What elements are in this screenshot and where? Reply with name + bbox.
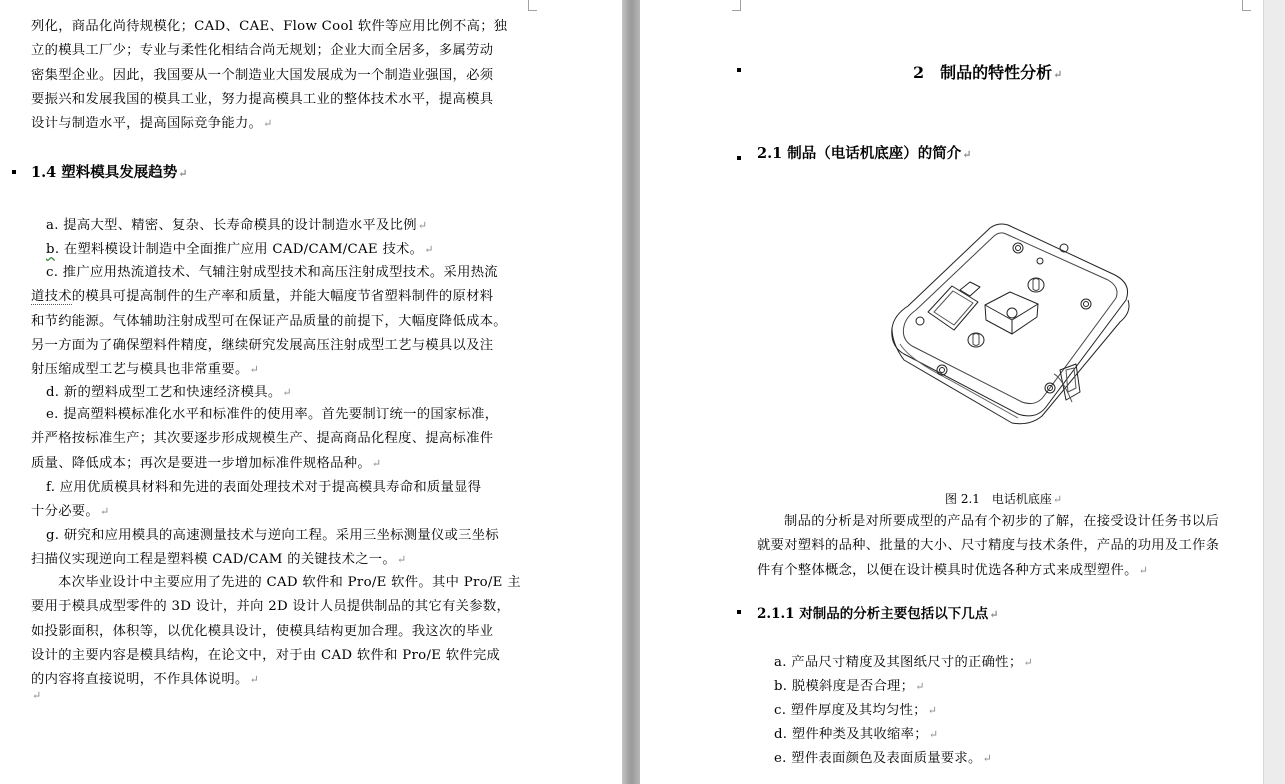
text-line: c. 推广应用热流道技术、气辅注射成型技术和高压注射成型技术。采用热流 xyxy=(46,265,498,280)
text-line: 列化，商品化尚待规模化；CAD、CAE、Flow Cool 软件等应用比例不高；独 xyxy=(31,19,508,34)
boss xyxy=(1013,243,1023,253)
text-line: 制品的分析是对所要成型的产品有个初步的了解，在接受设计任务书以后 xyxy=(784,514,1220,529)
text-line: 设计与制造水平，提高国际竞争能力。 xyxy=(31,116,263,132)
text-line: 另一方面为了确保塑料件精度，继续研究发展高压注射成型工艺与模具以及注 xyxy=(31,337,494,353)
list-item-text: d. 塑件种类及其收缩率； xyxy=(774,727,928,742)
skirt-outline xyxy=(892,300,1129,424)
paragraph-mark-icon: ↵ xyxy=(371,456,382,470)
center-hole xyxy=(1007,308,1017,318)
heading-bullet-icon xyxy=(737,68,741,72)
list-item-text: b. 脱模斜度是否合理； xyxy=(774,679,915,694)
boss xyxy=(1037,258,1043,264)
text-line: 密集型企业。因此，我国要从一个制造业大国发展成为一个制造业强国，必须 xyxy=(31,67,494,83)
section-heading-text: 1.4 塑料模具发展趋势 xyxy=(31,164,178,181)
analysis-point-e[interactable] xyxy=(774,747,992,766)
left-recess xyxy=(928,286,978,330)
list-item-g[interactable] xyxy=(31,524,517,573)
center-recess-side2 xyxy=(1012,304,1038,334)
crop-mark xyxy=(1242,0,1251,11)
text-line: e. 提高塑料模标准化水平和标准件的使用率。首先要制订统一的国家标准， xyxy=(46,407,499,422)
keyhole-lower-slot xyxy=(973,334,979,346)
right-page xyxy=(640,0,1285,784)
list-item-f[interactable] xyxy=(31,476,517,525)
intro-paragraph[interactable] xyxy=(31,15,517,136)
text-line: 射压缩成型工艺与模具也非常重要。 xyxy=(31,362,249,378)
skirt-inner xyxy=(900,344,1018,418)
keyhole-upper xyxy=(1028,278,1044,292)
chapter-heading-text: 2 制品的特性分析 xyxy=(913,63,1053,82)
paragraph-mark-icon: ↵ xyxy=(962,148,972,161)
text-line: 就要对塑料的品种、批量的大小、尺寸精度与技术条件，产品的功用及工作条 xyxy=(757,538,1220,554)
paragraph-mark-icon: ↵ xyxy=(282,386,292,399)
crop-mark xyxy=(732,0,741,11)
text-line: 的内容将直接说明，不作具体说明。 xyxy=(31,672,249,688)
analysis-point-c[interactable] xyxy=(774,699,937,718)
text-line: 要振兴和发展我国的模具工业，努力提高模具工业的整体技术水平，提高模具 xyxy=(31,91,494,107)
subsection-heading[interactable] xyxy=(757,602,999,622)
underlined-text: 道技术 xyxy=(31,289,72,305)
text-line: f. 应用优质模具材料和先进的表面处理技术对于提高模具寿命和质量显得 xyxy=(46,480,482,495)
text-line: 件有个整体概念，以便在设计模具时优选各种方式来成型塑件。 xyxy=(757,562,1138,578)
paragraph-mark-icon: ↵ xyxy=(989,608,999,621)
left-page xyxy=(0,0,622,784)
paragraph-mark-icon: ↵ xyxy=(32,689,42,702)
list-item-text: . 在塑料模设计制造中全面推广应用 CAD/CAM/CAE 技术。 xyxy=(54,242,424,257)
paragraph-mark-icon: ↵ xyxy=(1052,493,1063,506)
boss xyxy=(1081,299,1091,309)
closing-paragraph[interactable] xyxy=(31,571,521,692)
boss xyxy=(916,317,924,325)
window-edge xyxy=(1263,0,1285,784)
product-analysis-paragraph[interactable] xyxy=(757,510,1245,583)
subsection-heading-text: 2.1.1 对制品的分析主要包括以下几点 xyxy=(757,606,989,622)
list-item-d[interactable] xyxy=(46,381,292,400)
paragraph-mark-icon: ↵ xyxy=(178,167,188,180)
text-line: 如投影面积，体积等，以优化模具设计，使模具结构更加合理。我这次的毕业 xyxy=(31,623,494,639)
text-line: g. 研究和应用模具的高速测量技术与逆向工程。采用三坐标测量仪或三坐标 xyxy=(46,528,499,543)
figure-caption-text: 图 2.1 电话机底座 xyxy=(945,492,1052,506)
text-line: 设计的主要内容是模具结构，在论文中，对于由 CAD 软件和 Pro/E 软件完成 xyxy=(31,647,501,663)
keyhole-lower xyxy=(968,333,984,347)
recess-tab xyxy=(960,282,980,296)
paragraph-mark-icon: ↵ xyxy=(982,752,993,765)
phone-base-figure[interactable] xyxy=(890,220,1140,425)
crop-mark xyxy=(528,0,537,11)
heading-bullet-icon xyxy=(737,610,741,614)
spellcheck-underline: b xyxy=(46,242,55,257)
heading-bullet-icon xyxy=(12,170,16,174)
section-heading[interactable] xyxy=(757,142,972,163)
text-line: 和节约能源。气体辅助注射成型可在保证产品质量的前提下，大幅度降低成本。 xyxy=(31,313,507,329)
cord-notch-inner xyxy=(1066,368,1076,392)
text-line: 的模具可提高制件的生产率和质量，并能大幅度节省塑料制件的原材料 xyxy=(71,289,494,305)
list-item-text: c. 塑件厚度及其均匀性； xyxy=(774,703,927,718)
list-item-text: d. 新的塑料成型工艺和快速经济模具。 xyxy=(46,385,282,400)
paragraph-mark-icon: ↵ xyxy=(99,505,110,519)
paragraph-mark-icon: ↵ xyxy=(249,673,260,687)
outer-outline xyxy=(892,224,1128,416)
text-line: 立的模具工厂少；专业与柔性化相结合尚无规划；企业大而全居多，多属劳动 xyxy=(31,43,494,59)
text-line: 扫描仪实现逆向工程是塑料模 CAD/CAM 的关键技术之一。 xyxy=(31,552,396,568)
keyhole-upper-slot xyxy=(1033,279,1039,291)
section-heading[interactable] xyxy=(31,161,188,182)
page-gutter xyxy=(622,0,640,784)
text-line: 要用于模具成型零件的 3D 设计，并向 2D 设计人员提供制品的其它有关参数， xyxy=(31,599,511,615)
list-item-text: a. 提高大型、精密、复杂、长寿命模具的设计制造水平及比例 xyxy=(46,218,417,233)
paragraph-mark-icon: ↵ xyxy=(927,704,938,717)
analysis-point-b[interactable] xyxy=(774,675,925,694)
text-line: 质量、降低成本；再次是要进一步增加标准件规格品种。 xyxy=(31,455,371,471)
paragraph-mark-icon: ↵ xyxy=(1023,656,1033,669)
paragraph-mark-icon: ↵ xyxy=(417,219,428,232)
text-line: 并严格按标准生产；其次要逐步形成规模生产、提高商品化程度、提高标准件 xyxy=(31,431,494,447)
list-item-b[interactable] xyxy=(46,238,434,257)
figure-caption[interactable] xyxy=(945,490,1062,507)
paragraph-mark-icon: ↵ xyxy=(1138,563,1149,577)
paragraph-mark-icon: ↵ xyxy=(397,553,407,567)
paragraph-mark-icon: ↵ xyxy=(263,117,273,131)
paragraph-mark-icon: ↵ xyxy=(915,680,925,693)
text-line: 十分必要。 xyxy=(31,504,99,520)
analysis-point-d[interactable] xyxy=(774,723,938,742)
analysis-point-a[interactable] xyxy=(774,651,1033,670)
list-item-e[interactable] xyxy=(31,403,517,476)
paragraph-mark-icon: ↵ xyxy=(249,363,260,377)
paragraph-mark-icon: ↵ xyxy=(424,243,434,256)
text-line: 本次毕业设计中主要应用了先进的 CAD 软件和 Pro/E 软件。其中 Pro/E 主 xyxy=(58,575,521,590)
list-item-text: e. 塑件表面颜色及表面质量要求。 xyxy=(774,751,982,766)
paragraph-mark-icon: ↵ xyxy=(1053,68,1063,81)
list-item-text: a. 产品尺寸精度及其图纸尺寸的正确性； xyxy=(774,655,1023,670)
heading-bullet-icon xyxy=(737,156,741,160)
list-item-a[interactable] xyxy=(46,214,427,233)
section-heading-text: 2.1 制品（电话机底座）的简介 xyxy=(757,145,962,162)
chapter-heading[interactable] xyxy=(913,60,1062,83)
list-item-c[interactable] xyxy=(31,261,517,382)
paragraph-mark-icon: ↵ xyxy=(928,728,939,741)
center-recess xyxy=(985,292,1038,320)
